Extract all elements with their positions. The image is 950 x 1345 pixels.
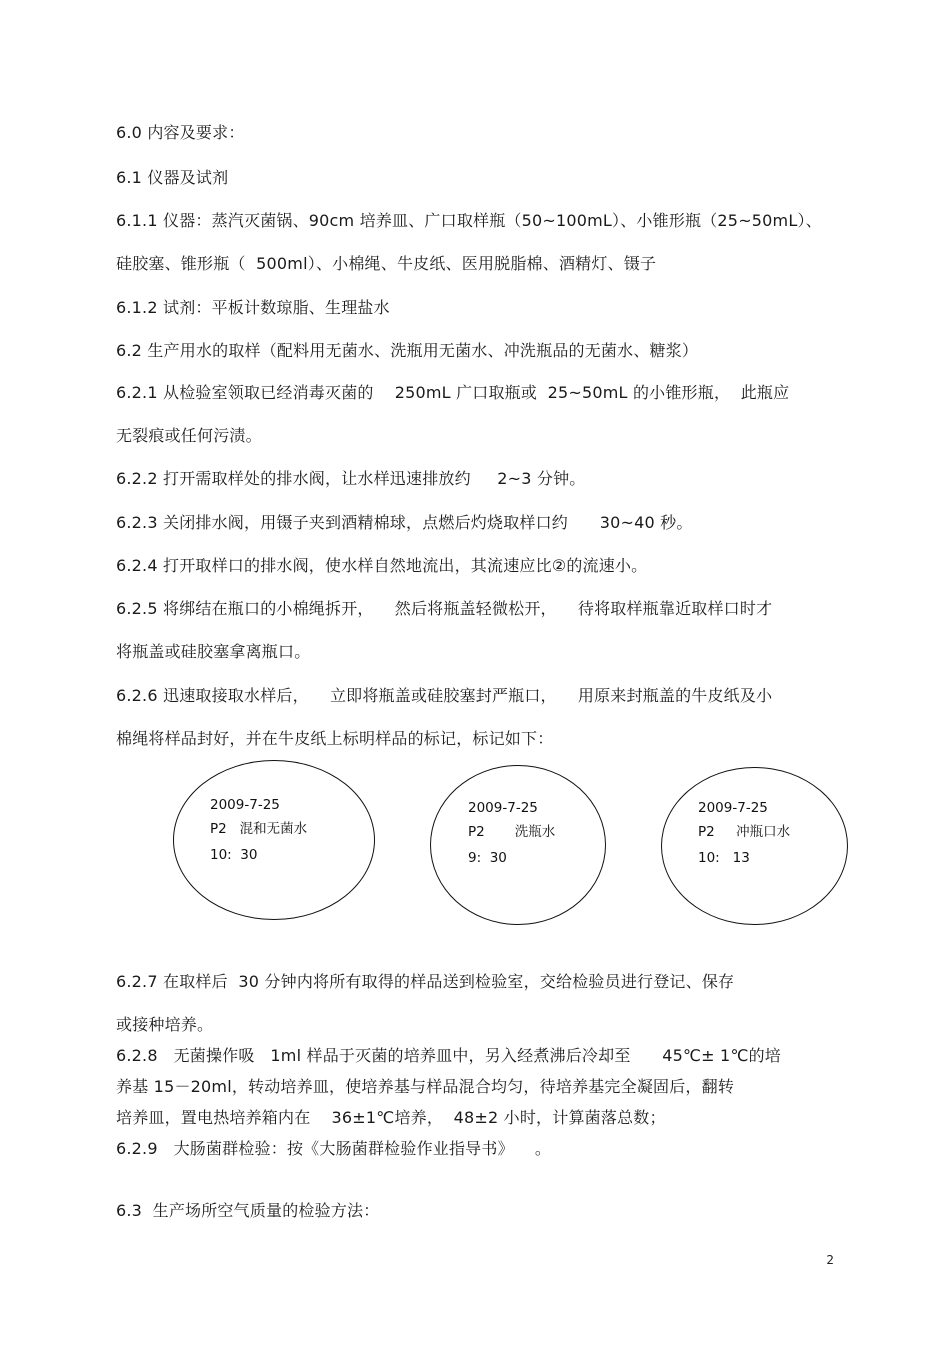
paragraph-line: 6.2.4 打开取样口的排水阀，使水样自然地流出，其流速应比②的流速小。: [116, 556, 648, 575]
sample-label-oval: [661, 767, 848, 925]
paragraph-line: 6.2.1 从检验室领取已经消毒灭菌的 250mL 广口取瓶或 25~50mL 的小锥形瓶， 此瓶应: [116, 383, 790, 402]
section-heading: 6.3 生产场所空气质量的检验方法：: [116, 1201, 380, 1220]
paragraph-line: 6.1.1 仪器：蒸汽灭菌锅、90cm 培养皿、广口取样瓶（50~100mL）、小锥形瓶（25~50mL）、: [116, 211, 822, 230]
page-number: 2: [826, 1253, 834, 1267]
sample-label-id: P2 洗瓶水: [468, 824, 556, 840]
sample-label-time: 10: 30: [210, 847, 258, 863]
sample-label-date: 2009-7-25: [698, 800, 768, 816]
paragraph-line: 6.2.5 将绑结在瓶口的小棉绳拆开， 然后将瓶盖轻微松开， 待将取样瓶靠近取样口时才: [116, 599, 773, 618]
sample-label-date: 2009-7-25: [468, 800, 538, 816]
sample-label-date: 2009-7-25: [210, 797, 280, 813]
sample-label-id: P2 混和无菌水: [210, 821, 308, 837]
paragraph-line: 6.2.8 无菌操作吸 1ml 样品于灭菌的培养皿中，另入经煮沸后冷却至 45℃± 1℃的培: [116, 1046, 782, 1065]
paragraph-line: 硅胶塞、锥形瓶（ 500ml）、小棉绳、牛皮纸、医用脱脂棉、酒精灯、镊子: [116, 254, 657, 273]
sample-label-oval: [173, 760, 375, 920]
paragraph-line: 6.2.2 打开需取样处的排水阀，让水样迅速排放约 2~3 分钟。: [116, 469, 586, 488]
section-heading: 6.0 内容及要求：: [116, 123, 245, 142]
paragraph-line: 或接种培养。: [116, 1015, 214, 1034]
section-heading: 6.2 生产用水的取样（配料用无菌水、洗瓶用无菌水、冲洗瓶品的无菌水、糖浆）: [116, 341, 699, 360]
section-heading: 6.1 仪器及试剂: [116, 168, 229, 187]
paragraph-line: 6.2.6 迅速取接取水样后， 立即将瓶盖或硅胶塞封严瓶口， 用原来封瓶盖的牛皮纸及小: [116, 686, 773, 705]
paragraph-line: 培养皿，置电热培养箱内在 36±1℃培养， 48±2 小时，计算菌落总数；: [116, 1108, 666, 1127]
paragraph-line: 将瓶盖或硅胶塞拿离瓶口。: [116, 642, 311, 661]
paragraph-line: 6.2.9 大肠菌群检验：按《大肠菌群检验作业指导书》 。: [116, 1139, 552, 1158]
paragraph-line: 棉绳将样品封好，并在牛皮纸上标明样品的标记，标记如下：: [116, 729, 554, 748]
paragraph-line: 6.2.7 在取样后 30 分钟内将所有取得的样品送到检验室，交给检验员进行登记、保存: [116, 972, 735, 991]
sample-label-time: 9: 30: [468, 850, 507, 866]
paragraph-line: 养基 15－20ml，转动培养皿，使培养基与样品混合均匀，待培养基完全凝固后，翻转: [116, 1077, 735, 1096]
sample-label-oval: [430, 765, 606, 925]
paragraph-line: 无裂痕或任何污渍。: [116, 426, 262, 445]
paragraph-line: 6.1.2 试剂：平板计数琼脂、生理盐水: [116, 298, 390, 317]
sample-label-id: P2 冲瓶口水: [698, 824, 791, 840]
sample-label-time: 10: 13: [698, 850, 750, 866]
paragraph-line: 6.2.3 关闭排水阀，用镊子夹到酒精棉球，点燃后灼烧取样口约 30~40 秒。: [116, 513, 693, 532]
